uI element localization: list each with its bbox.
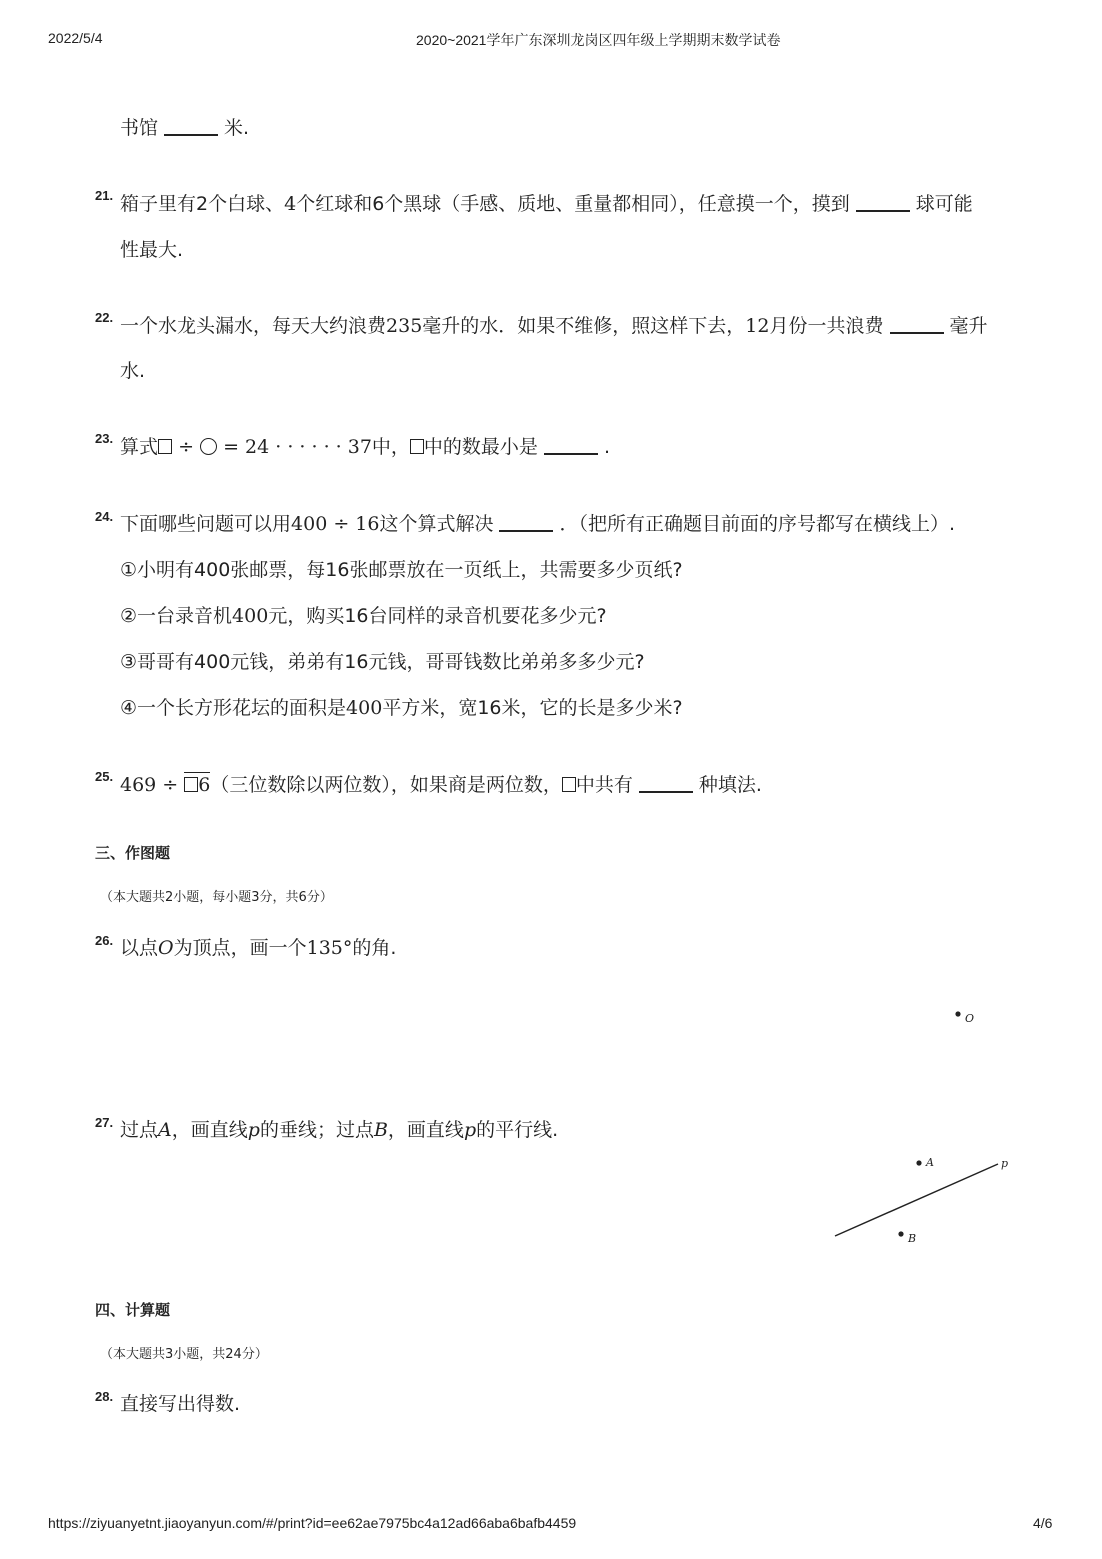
q24-text: 下面哪些问题可以用 <box>120 513 292 535</box>
q22-number: 235 <box>386 315 423 337</box>
section-note: （本大题共2小题，每小题3分，共6分） <box>100 890 333 905</box>
square-symbol <box>158 439 172 454</box>
question-number: 28. <box>95 1389 114 1404</box>
q24-option-4-text-post: 平方米，宽16米，它的长是多少米? <box>382 697 683 719</box>
q23-text-post: . <box>603 436 610 458</box>
point-a-label: A <box>926 1156 934 1169</box>
answer-blank[interactable] <box>890 314 944 334</box>
q25-divisor-digit: 6 <box>198 774 211 796</box>
question-number: 21. <box>95 188 114 203</box>
question-number: 24. <box>95 509 114 524</box>
q21-number: 4 <box>284 193 297 215</box>
q24-option-4-text: ④一个长方形花坛的面积是 <box>120 697 347 719</box>
square-symbol <box>184 777 198 792</box>
q27-text-post: 的平行线. <box>476 1119 559 1141</box>
answer-blank[interactable] <box>544 435 598 455</box>
q27-line-p-2: p <box>463 1119 477 1141</box>
q20-text: 书馆 <box>120 117 159 139</box>
q23-text-mid2: 中的数最小是 <box>423 436 538 458</box>
q22-text-post: 毫升 <box>949 315 988 337</box>
question-number: 22. <box>95 310 114 325</box>
question-22-line2: 水. <box>120 360 146 382</box>
point-b-label: B <box>908 1232 917 1245</box>
q22-text-mid2: 月份一共浪费 <box>769 315 884 337</box>
q24-option-4 <box>120 694 683 722</box>
q27-text-mid2: 的垂线；过点 <box>259 1119 374 1141</box>
q27-text: 过点 <box>120 1119 159 1141</box>
question-27 <box>120 1116 558 1144</box>
question-20-tail <box>120 114 249 142</box>
question-number: 25. <box>95 769 114 784</box>
q24-option-2-text: ②一台录音机 <box>120 605 233 627</box>
q26-angle: 135° <box>306 937 353 959</box>
question-22-line1 <box>120 312 988 340</box>
answer-blank[interactable] <box>164 116 218 136</box>
point-o <box>955 1011 960 1016</box>
q24-text-mid: 这个算式解决 <box>379 513 494 535</box>
q27-text-mid: ，画直线 <box>171 1119 248 1141</box>
section-title: 四、计算题 <box>95 1301 171 1319</box>
section-title: 三、作图题 <box>95 844 171 862</box>
q27-point-b: B <box>373 1119 388 1141</box>
question-28: 直接写出得数. <box>120 1393 241 1415</box>
document-title: 2020~2021学年广东深圳龙岗区四年级上学期期末数学试卷 <box>416 32 781 48</box>
question-number: 26. <box>95 933 114 948</box>
line-p-figure <box>820 1150 1020 1250</box>
q24-option-3: ③哥哥有400元钱，弟弟有16元钱，哥哥钱数比弟弟多多少元? <box>120 651 645 673</box>
question-23 <box>120 433 610 461</box>
question-21-line1 <box>120 190 973 218</box>
q23-text-mid: 中， <box>371 436 410 458</box>
q24-option-2 <box>120 602 607 630</box>
question-24 <box>120 510 955 538</box>
answer-blank[interactable] <box>639 773 693 793</box>
question-26 <box>120 934 396 962</box>
q25-dividend: 469 ÷ <box>120 774 179 796</box>
q23-text: 算式 <box>120 436 159 458</box>
q27-point-a: A <box>158 1119 172 1141</box>
q26-text: 以点 <box>120 937 159 959</box>
point-o-label: O <box>965 1012 975 1025</box>
point-o-figure <box>940 1000 1000 1030</box>
q25-divisor <box>184 772 210 796</box>
q25-text-mid: 中共有 <box>575 774 633 796</box>
q21-text: 箱子里有2个白球、 <box>120 193 285 215</box>
q22-text: 一个水龙头漏水，每天大约浪费 <box>120 315 387 337</box>
divide-symbol: ÷ <box>178 436 194 458</box>
question-21-line2: 性最大. <box>120 239 184 261</box>
square-symbol <box>562 777 576 792</box>
line-p <box>835 1164 998 1236</box>
q26-text-mid: 为顶点，画一个 <box>173 937 307 959</box>
q24-text-post: ．（把所有正确题目前面的序号都写在横线上）. <box>559 513 956 535</box>
q22-number-2: 12 <box>745 315 770 337</box>
q27-line-p: p <box>247 1119 260 1141</box>
q27-text-mid3: ，画直线 <box>387 1119 464 1141</box>
footer-url[interactable]: https://ziyuanyetnt.jiaoyanyun.com/#/print?id=ee62ae7975bc4a12ad66aba6bafb4459 <box>48 1515 577 1531</box>
q24-option-4-number: 400 <box>346 697 383 719</box>
question-number: 23. <box>95 431 114 446</box>
point-b <box>898 1231 903 1236</box>
question-number: 27. <box>95 1115 114 1130</box>
circle-symbol <box>200 438 217 455</box>
q25-text: （三位数除以两位数），如果商是两位数， <box>210 774 562 796</box>
point-a <box>916 1160 921 1165</box>
q23-equation: = 24 · · · · · · 37 <box>223 436 372 458</box>
answer-blank[interactable] <box>499 512 553 532</box>
q21-text-post: 球可能 <box>915 193 973 215</box>
question-25 <box>120 771 762 799</box>
q26-text-post: 的角. <box>352 937 397 959</box>
q26-variable: O <box>158 937 174 959</box>
answer-blank[interactable] <box>856 192 910 212</box>
q24-option-1: ①小明有400张邮票，每16张邮票放在一页纸上，共需要多少页纸? <box>120 559 683 581</box>
q24-option-2-number: 400 <box>232 605 269 627</box>
section-note: （本大题共3小题，共24分） <box>100 1347 268 1362</box>
q20-text-post: 米. <box>224 117 250 139</box>
square-symbol <box>410 439 424 454</box>
q24-option-2-text-post: 元，购买16台同样的录音机要花多少元? <box>268 605 607 627</box>
page-number: 4/6 <box>1033 1515 1053 1531</box>
q25-text-post: 种填法. <box>698 774 762 796</box>
q21-text-mid: 个红球和6个黑球（手感、质地、重量都相同），任意摸一个，摸到 <box>296 193 850 215</box>
line-p-label: p <box>1001 1157 1009 1170</box>
q24-expression: 400 ÷ 16 <box>291 513 380 535</box>
q22-text-mid: 毫升的水．如果不维修，照这样下去， <box>422 315 746 337</box>
print-date: 2022/5/4 <box>48 30 103 46</box>
